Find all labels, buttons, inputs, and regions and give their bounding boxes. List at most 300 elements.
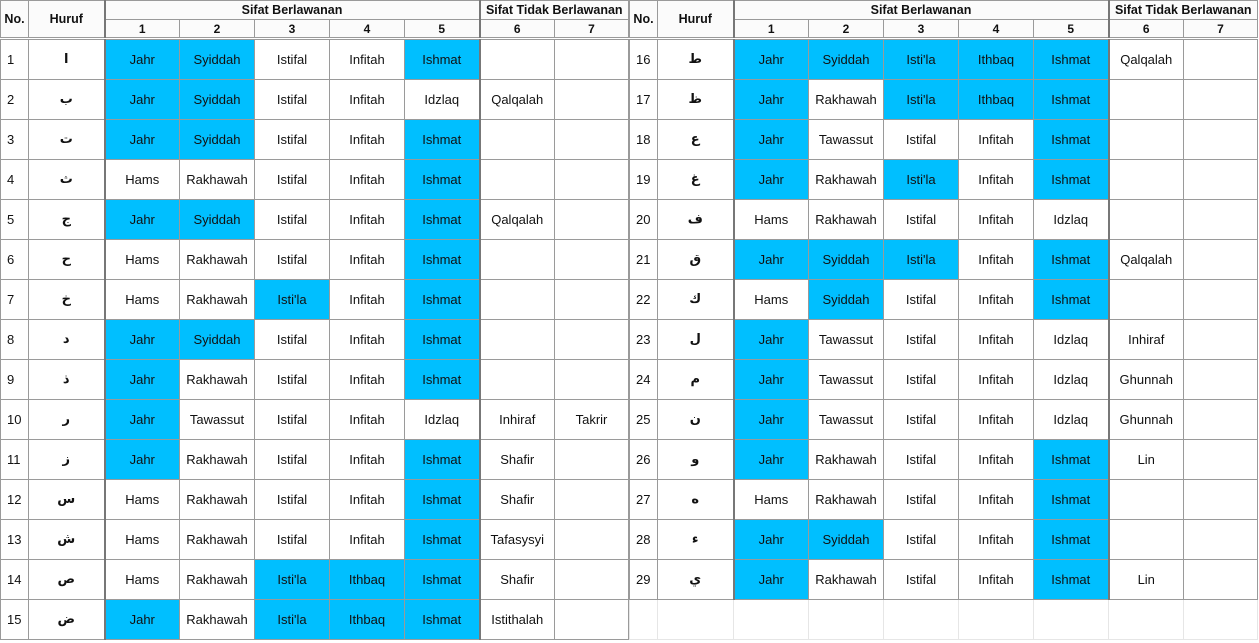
sifat-col-5: Ishmat xyxy=(405,120,480,160)
sifat-col-1: Jahr xyxy=(734,80,809,120)
sifat-col-4: Infitah xyxy=(959,560,1034,600)
sifat-col-2: Rakhawah xyxy=(809,200,884,240)
sifat-col-6: Ghunnah xyxy=(1109,360,1184,400)
header-col-5: 5 xyxy=(1034,20,1109,38)
sifat-col-6 xyxy=(480,360,555,400)
sifat-col-3: Istifal xyxy=(255,80,330,120)
sifat-col-5: Idzlaq xyxy=(405,80,480,120)
empty-cell xyxy=(658,600,734,640)
sifat-col-5: Ishmat xyxy=(405,320,480,360)
table-row xyxy=(630,360,1258,400)
row-number: 19 xyxy=(630,160,658,200)
huruf-letter: م xyxy=(658,360,734,400)
sifat-col-5: Ishmat xyxy=(1034,160,1109,200)
sifat-col-2: Tawassut xyxy=(809,400,884,440)
table-row xyxy=(630,320,1258,360)
header-col-1: 1 xyxy=(734,20,809,38)
sifat-col-2: Syiddah xyxy=(180,80,255,120)
sifat-col-2: Tawassut xyxy=(809,120,884,160)
sifat-col-1: Hams xyxy=(105,160,180,200)
table-row xyxy=(1,200,629,240)
header-col-5: 5 xyxy=(405,20,480,38)
sifat-col-1: Hams xyxy=(105,240,180,280)
sifat-col-7 xyxy=(1184,160,1258,200)
sifat-col-2: Syiddah xyxy=(180,320,255,360)
sifat-col-3: Isti'la xyxy=(255,560,330,600)
sifat-col-1: Jahr xyxy=(105,400,180,440)
table-row xyxy=(630,40,1258,80)
right-table-panel xyxy=(629,0,1257,640)
header-sifat-berlawanan: Sifat Berlawanan xyxy=(105,1,480,20)
huruf-letter: س xyxy=(29,480,105,520)
sifat-col-4: Infitah xyxy=(330,400,405,440)
sifat-col-4: Ithbaq xyxy=(959,80,1034,120)
huruf-letter: ط xyxy=(658,40,734,80)
sifat-col-4: Infitah xyxy=(330,360,405,400)
huruf-letter: ص xyxy=(29,560,105,600)
row-number: 23 xyxy=(630,320,658,360)
sifat-col-1: Hams xyxy=(734,200,809,240)
sifat-col-7 xyxy=(1184,480,1258,520)
sifat-col-4: Infitah xyxy=(959,520,1034,560)
table-row xyxy=(630,480,1258,520)
sifat-col-7: Takrir xyxy=(555,400,629,440)
sifat-col-2: Syiddah xyxy=(180,200,255,240)
row-number: 9 xyxy=(1,360,29,400)
sifat-col-7 xyxy=(555,40,629,80)
sifat-col-7 xyxy=(1184,200,1258,240)
sifat-col-2: Rakhawah xyxy=(180,480,255,520)
sifat-col-2: Rakhawah xyxy=(180,440,255,480)
sifat-col-1: Jahr xyxy=(105,360,180,400)
huruf-letter: ت xyxy=(29,120,105,160)
row-number: 14 xyxy=(1,560,29,600)
header-sifat-tidak-berlawanan: Sifat Tidak Berlawanan xyxy=(480,1,629,20)
sifat-col-5: Ishmat xyxy=(405,560,480,600)
header-huruf: Huruf xyxy=(658,1,734,38)
empty-cell xyxy=(1034,600,1109,640)
sifat-col-5: Ishmat xyxy=(1034,80,1109,120)
sifat-table-right xyxy=(629,0,1258,640)
row-number: 1 xyxy=(1,40,29,80)
huruf-letter: ء xyxy=(658,520,734,560)
sifat-col-4: Infitah xyxy=(959,400,1034,440)
huruf-letter: د xyxy=(29,320,105,360)
sifat-col-7 xyxy=(555,320,629,360)
sifat-col-7 xyxy=(555,360,629,400)
sifat-col-1: Jahr xyxy=(734,520,809,560)
sifat-col-5: Ishmat xyxy=(405,40,480,80)
sifat-col-1: Hams xyxy=(105,480,180,520)
header-sifat-tidak-berlawanan: Sifat Tidak Berlawanan xyxy=(1109,1,1258,20)
sifat-col-3: Istifal xyxy=(255,400,330,440)
row-number: 21 xyxy=(630,240,658,280)
header-no: No. xyxy=(630,1,658,38)
header-col-2: 2 xyxy=(809,20,884,38)
sifat-col-3: Istifal xyxy=(884,440,959,480)
row-number: 12 xyxy=(1,480,29,520)
sifat-col-3: Istifal xyxy=(255,520,330,560)
row-number: 22 xyxy=(630,280,658,320)
table-row xyxy=(1,520,629,560)
empty-cell xyxy=(959,600,1034,640)
sifat-col-3: Isti'la xyxy=(884,40,959,80)
sifat-col-1: Hams xyxy=(105,280,180,320)
huruf-letter: ل xyxy=(658,320,734,360)
sifat-col-1: Jahr xyxy=(734,440,809,480)
sifat-col-4: Infitah xyxy=(330,440,405,480)
huruf-letter: ي xyxy=(658,560,734,600)
sifat-col-3: Istifal xyxy=(255,40,330,80)
huruf-letter: غ xyxy=(658,160,734,200)
sifat-col-1: Jahr xyxy=(105,320,180,360)
table-row xyxy=(630,120,1258,160)
sifat-col-6: Qalqalah xyxy=(1109,40,1184,80)
sifat-col-1: Jahr xyxy=(105,80,180,120)
table-row xyxy=(630,560,1258,600)
sifat-col-2: Syiddah xyxy=(180,120,255,160)
header-col-4: 4 xyxy=(959,20,1034,38)
row-number: 2 xyxy=(1,80,29,120)
sifat-col-2: Rakhawah xyxy=(180,520,255,560)
sifat-col-5: Ishmat xyxy=(405,360,480,400)
sifat-col-6: Qalqalah xyxy=(480,200,555,240)
sifat-col-3: Istifal xyxy=(884,400,959,440)
sifat-col-3: Istifal xyxy=(255,440,330,480)
sifat-col-1: Jahr xyxy=(105,600,180,640)
huruf-letter: ا xyxy=(29,40,105,80)
header-col-6: 6 xyxy=(1109,20,1184,38)
sifat-col-7 xyxy=(555,200,629,240)
sifat-col-5: Idzlaq xyxy=(1034,400,1109,440)
sifat-col-6 xyxy=(480,160,555,200)
sifat-col-4: Ithbaq xyxy=(959,40,1034,80)
sifat-col-2: Rakhawah xyxy=(809,440,884,480)
table-row xyxy=(630,440,1258,480)
table-row xyxy=(1,360,629,400)
sifat-col-6 xyxy=(480,280,555,320)
sifat-col-2: Rakhawah xyxy=(180,240,255,280)
sifat-col-2: Rakhawah xyxy=(180,160,255,200)
right-table-body xyxy=(630,40,1258,640)
row-number: 3 xyxy=(1,120,29,160)
sifat-col-2: Syiddah xyxy=(809,40,884,80)
sifat-col-4: Infitah xyxy=(330,520,405,560)
sifat-col-6 xyxy=(1109,120,1184,160)
sifat-col-4: Infitah xyxy=(330,280,405,320)
table-row xyxy=(1,320,629,360)
sifat-col-4: Infitah xyxy=(330,200,405,240)
huruf-letter: ن xyxy=(658,400,734,440)
table-row xyxy=(1,280,629,320)
sifat-col-4: Infitah xyxy=(330,480,405,520)
sifat-col-6: Tafasysyi xyxy=(480,520,555,560)
sifat-col-6: Shafir xyxy=(480,560,555,600)
sifat-col-5: Ishmat xyxy=(1034,560,1109,600)
row-number: 16 xyxy=(630,40,658,80)
huruf-letter: ج xyxy=(29,200,105,240)
sifat-col-5: Ishmat xyxy=(405,240,480,280)
sifat-col-7 xyxy=(1184,240,1258,280)
sifat-col-5: Ishmat xyxy=(405,160,480,200)
empty-row xyxy=(630,600,1258,640)
sifat-col-5: Ishmat xyxy=(1034,240,1109,280)
sifat-col-1: Jahr xyxy=(105,120,180,160)
sifat-col-6 xyxy=(480,320,555,360)
sifat-col-6 xyxy=(480,120,555,160)
sifat-col-4: Infitah xyxy=(959,200,1034,240)
sifat-col-6 xyxy=(1109,160,1184,200)
sifat-col-1: Jahr xyxy=(734,160,809,200)
sifat-col-7 xyxy=(555,480,629,520)
sifat-col-2: Syiddah xyxy=(180,40,255,80)
table-row xyxy=(630,520,1258,560)
row-number: 13 xyxy=(1,520,29,560)
header-col-1: 1 xyxy=(105,20,180,38)
sifat-col-6: Ghunnah xyxy=(1109,400,1184,440)
table-row xyxy=(1,480,629,520)
row-number: 11 xyxy=(1,440,29,480)
header-col-3: 3 xyxy=(255,20,330,38)
sifat-col-7 xyxy=(1184,360,1258,400)
sifat-col-3: Isti'la xyxy=(884,240,959,280)
header-col-3: 3 xyxy=(884,20,959,38)
huruf-letter: ق xyxy=(658,240,734,280)
sifat-col-3: Istifal xyxy=(884,360,959,400)
sifat-col-7 xyxy=(555,160,629,200)
row-number: 29 xyxy=(630,560,658,600)
huruf-letter: ب xyxy=(29,80,105,120)
empty-cell xyxy=(884,600,959,640)
huruf-letter: ذ xyxy=(29,360,105,400)
sifat-col-5: Ishmat xyxy=(405,280,480,320)
sifat-col-4: Ithbaq xyxy=(330,560,405,600)
table-row xyxy=(1,440,629,480)
sifat-col-4: Infitah xyxy=(959,360,1034,400)
sifat-col-2: Tawassut xyxy=(809,320,884,360)
header-col-7: 7 xyxy=(1184,20,1258,38)
sifat-col-5: Ishmat xyxy=(1034,480,1109,520)
table-row xyxy=(1,240,629,280)
sifat-col-2: Rakhawah xyxy=(180,360,255,400)
sifat-col-2: Syiddah xyxy=(809,240,884,280)
sifat-col-7 xyxy=(555,520,629,560)
table-row xyxy=(1,600,629,640)
sifat-col-5: Ishmat xyxy=(405,600,480,640)
left-table-body xyxy=(1,40,629,640)
sifat-col-3: Istifal xyxy=(255,360,330,400)
sifat-col-6 xyxy=(1109,200,1184,240)
sifat-col-4: Infitah xyxy=(330,80,405,120)
sifat-col-6: Inhiraf xyxy=(480,400,555,440)
sifat-col-3: Istifal xyxy=(884,320,959,360)
sifat-col-4: Infitah xyxy=(330,120,405,160)
sifat-col-2: Rakhawah xyxy=(809,160,884,200)
huruf-letter: ث xyxy=(29,160,105,200)
empty-cell xyxy=(809,600,884,640)
sifat-col-4: Infitah xyxy=(959,160,1034,200)
sifat-col-1: Jahr xyxy=(734,240,809,280)
sifat-col-3: Isti'la xyxy=(255,280,330,320)
sifat-col-3: Istifal xyxy=(884,560,959,600)
sifat-col-4: Infitah xyxy=(330,240,405,280)
sifat-col-5: Ishmat xyxy=(1034,120,1109,160)
sifat-col-5: Ishmat xyxy=(405,480,480,520)
sifat-col-2: Syiddah xyxy=(809,520,884,560)
huruf-letter: ك xyxy=(658,280,734,320)
sifat-table-left xyxy=(0,0,629,640)
huruf-letter: ش xyxy=(29,520,105,560)
sifat-col-7 xyxy=(555,280,629,320)
sifat-col-6: Lin xyxy=(1109,560,1184,600)
row-number: 4 xyxy=(1,160,29,200)
row-number: 17 xyxy=(630,80,658,120)
sifat-col-5: Ishmat xyxy=(405,200,480,240)
sifat-col-6: Qalqalah xyxy=(480,80,555,120)
sifat-col-7 xyxy=(1184,80,1258,120)
sifat-col-5: Ishmat xyxy=(1034,280,1109,320)
sifat-col-4: Infitah xyxy=(330,320,405,360)
row-number: 7 xyxy=(1,280,29,320)
sifat-col-3: Isti'la xyxy=(884,80,959,120)
sifat-col-7 xyxy=(555,240,629,280)
header-col-6: 6 xyxy=(480,20,555,38)
row-number: 5 xyxy=(1,200,29,240)
sifat-col-2: Tawassut xyxy=(180,400,255,440)
sifat-col-7 xyxy=(1184,520,1258,560)
table-row xyxy=(630,240,1258,280)
row-number: 27 xyxy=(630,480,658,520)
table-row xyxy=(1,400,629,440)
sifat-col-3: Istifal xyxy=(255,120,330,160)
sifat-col-4: Infitah xyxy=(330,160,405,200)
sifat-col-7 xyxy=(1184,280,1258,320)
sifat-col-3: Istifal xyxy=(255,240,330,280)
sifat-col-7 xyxy=(555,80,629,120)
sifat-col-5: Idzlaq xyxy=(1034,360,1109,400)
sifat-col-2: Rakhawah xyxy=(809,560,884,600)
header-col-2: 2 xyxy=(180,20,255,38)
sifat-col-1: Hams xyxy=(105,520,180,560)
sifat-col-1: Hams xyxy=(734,480,809,520)
sifat-col-4: Infitah xyxy=(959,120,1034,160)
sifat-col-3: Istifal xyxy=(255,480,330,520)
sifat-col-6: Istithalah xyxy=(480,600,555,640)
row-number: 24 xyxy=(630,360,658,400)
row-number: 20 xyxy=(630,200,658,240)
sifat-col-1: Jahr xyxy=(734,120,809,160)
sifat-col-3: Istifal xyxy=(884,480,959,520)
huruf-letter: ح xyxy=(29,240,105,280)
sifat-col-6: Shafir xyxy=(480,480,555,520)
table-row xyxy=(1,40,629,80)
empty-cell xyxy=(1109,600,1184,640)
sifat-col-6 xyxy=(480,40,555,80)
sifat-col-6 xyxy=(480,240,555,280)
sifat-col-3: Istifal xyxy=(884,200,959,240)
table-row xyxy=(630,280,1258,320)
sifat-col-1: Jahr xyxy=(734,360,809,400)
sifat-col-2: Rakhawah xyxy=(180,560,255,600)
sifat-col-1: Hams xyxy=(105,560,180,600)
sifat-col-3: Istifal xyxy=(884,280,959,320)
sifat-col-6: Shafir xyxy=(480,440,555,480)
left-table-panel xyxy=(0,0,628,640)
sifat-col-6 xyxy=(1109,520,1184,560)
sifat-col-7 xyxy=(1184,320,1258,360)
row-number: 18 xyxy=(630,120,658,160)
sifat-col-7 xyxy=(555,560,629,600)
sifat-col-2: Rakhawah xyxy=(180,600,255,640)
sifat-col-6 xyxy=(1109,80,1184,120)
sifat-col-3: Istifal xyxy=(255,320,330,360)
sifat-col-1: Jahr xyxy=(734,40,809,80)
sifat-col-7 xyxy=(1184,440,1258,480)
sifat-col-5: Idzlaq xyxy=(1034,320,1109,360)
huruf-letter: خ xyxy=(29,280,105,320)
sifat-col-4: Ithbaq xyxy=(330,600,405,640)
table-row xyxy=(1,120,629,160)
sifat-col-5: Ishmat xyxy=(405,440,480,480)
sifat-col-7 xyxy=(1184,40,1258,80)
sifat-col-3: Istifal xyxy=(255,160,330,200)
sifat-col-1: Jahr xyxy=(734,400,809,440)
sifat-col-6: Lin xyxy=(1109,440,1184,480)
sifat-col-1: Jahr xyxy=(734,320,809,360)
table-row xyxy=(630,160,1258,200)
huruf-letter: و xyxy=(658,440,734,480)
empty-cell xyxy=(734,600,809,640)
sifat-col-6 xyxy=(1109,280,1184,320)
row-number: 28 xyxy=(630,520,658,560)
sifat-col-4: Infitah xyxy=(330,40,405,80)
sifat-col-7 xyxy=(555,120,629,160)
row-number: 10 xyxy=(1,400,29,440)
sifat-col-2: Rakhawah xyxy=(809,480,884,520)
sifat-col-4: Infitah xyxy=(959,480,1034,520)
table-row xyxy=(630,400,1258,440)
header-huruf: Huruf xyxy=(29,1,105,38)
sifat-col-5: Ishmat xyxy=(405,520,480,560)
huruf-letter: ز xyxy=(29,440,105,480)
table-row xyxy=(1,560,629,600)
sifat-col-1: Jahr xyxy=(105,440,180,480)
empty-cell xyxy=(1184,600,1258,640)
sifat-col-3: Isti'la xyxy=(255,600,330,640)
row-number: 26 xyxy=(630,440,658,480)
sifat-col-6 xyxy=(1109,480,1184,520)
huruf-letter: ه xyxy=(658,480,734,520)
sifat-col-4: Infitah xyxy=(959,320,1034,360)
huruf-letter: ر xyxy=(29,400,105,440)
huruf-letter: ض xyxy=(29,600,105,640)
sifat-col-3: Istifal xyxy=(884,120,959,160)
empty-cell xyxy=(630,600,658,640)
sifat-col-2: Rakhawah xyxy=(809,80,884,120)
huruf-letter: ع xyxy=(658,120,734,160)
header-no: No. xyxy=(1,1,29,38)
header-col-4: 4 xyxy=(330,20,405,38)
sifat-col-4: Infitah xyxy=(959,440,1034,480)
sifat-col-3: Istifal xyxy=(255,200,330,240)
sifat-col-4: Infitah xyxy=(959,240,1034,280)
header-sifat-berlawanan: Sifat Berlawanan xyxy=(734,1,1109,20)
sifat-col-5: Ishmat xyxy=(1034,40,1109,80)
sifat-col-2: Rakhawah xyxy=(180,280,255,320)
sifat-col-3: Istifal xyxy=(884,520,959,560)
sifat-col-5: Idzlaq xyxy=(1034,200,1109,240)
huruf-letter: ظ xyxy=(658,80,734,120)
